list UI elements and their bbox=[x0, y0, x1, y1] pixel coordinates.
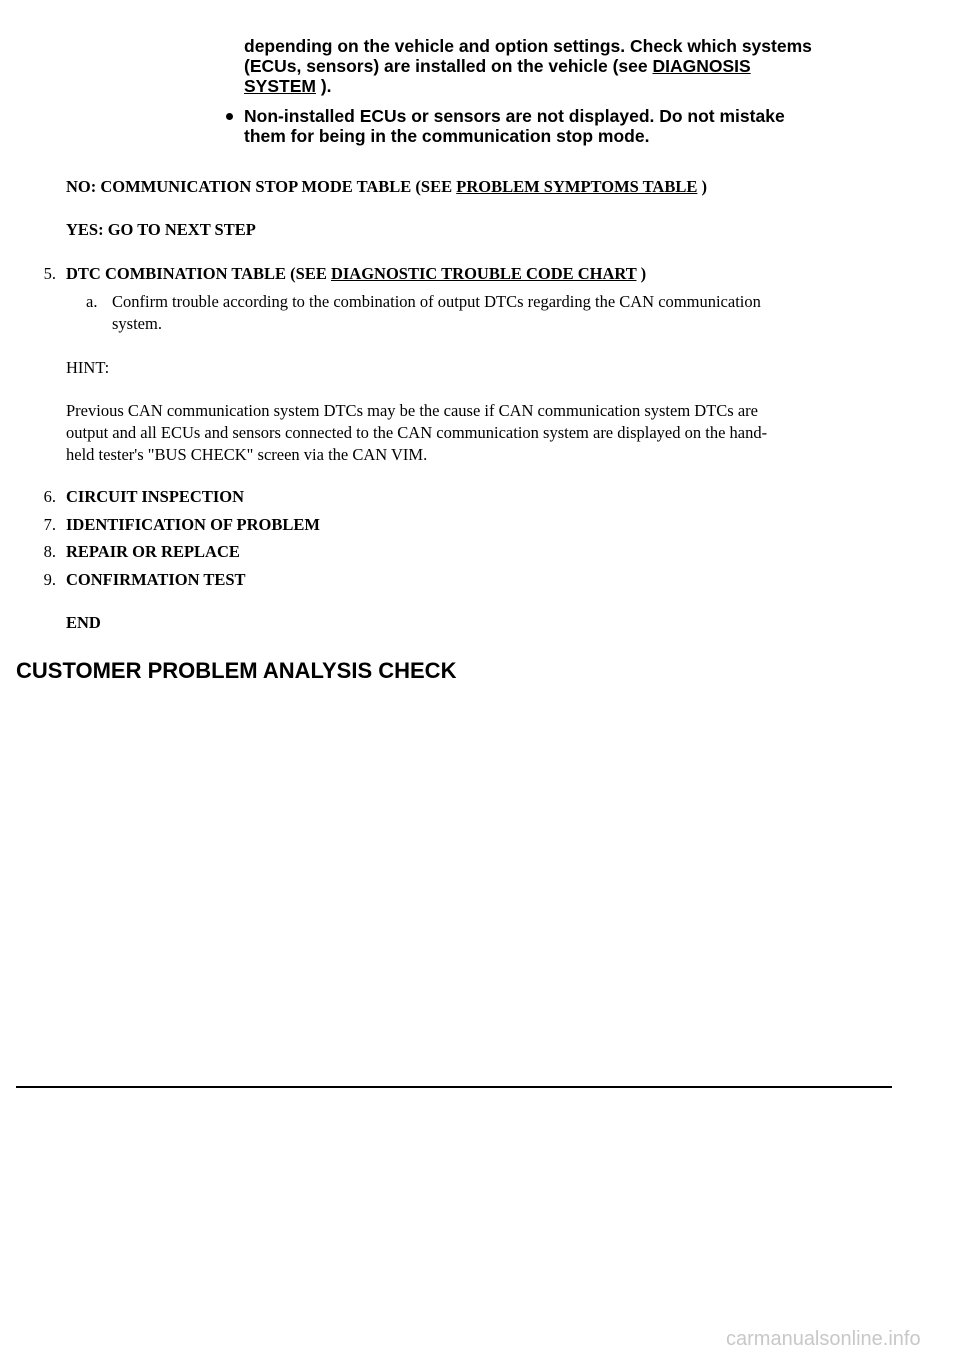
bullet-icon bbox=[226, 113, 233, 120]
bullet-line-1: Non-installed ECUs or sensors are not displayed. Do not mistake bbox=[244, 106, 785, 126]
step-9-number: 9. bbox=[43, 570, 56, 589]
step-5-prefix: DTC COMBINATION TABLE (SEE bbox=[66, 264, 331, 283]
diagnosis-system-link-continued[interactable]: SYSTEM bbox=[244, 76, 316, 96]
no-result-suffix: ) bbox=[697, 177, 707, 196]
step-5-suffix: ) bbox=[636, 264, 647, 283]
bullet-line-2: them for being in the communication stop mode. bbox=[244, 126, 650, 146]
hint-text-line-2: output and all ECUs and sensors connected to the CAN communication system are displayed on the hand- bbox=[66, 423, 768, 442]
step-7-number: 7. bbox=[43, 515, 56, 534]
step-8-number: 8. bbox=[43, 542, 56, 561]
no-result-prefix: NO: COMMUNICATION STOP MODE TABLE (SEE bbox=[66, 177, 457, 196]
step-6-title: CIRCUIT INSPECTION bbox=[66, 487, 245, 506]
substep-a-marker: a. bbox=[86, 292, 98, 311]
hint-text-line-3: held tester's "BUS CHECK" screen via the CAN VIM. bbox=[66, 445, 428, 464]
diagnosis-system-link[interactable]: DIAGNOSIS bbox=[652, 56, 751, 76]
substep-a-line-2: system. bbox=[112, 314, 162, 333]
step-5-title bbox=[66, 264, 646, 284]
no-result-line bbox=[66, 177, 707, 197]
note-line-2 bbox=[244, 56, 751, 76]
note-line-1: depending on the vehicle and option settings. Check which systems bbox=[244, 36, 812, 56]
step-7-title: IDENTIFICATION OF PROBLEM bbox=[66, 515, 320, 534]
substep-a-line-1: Confirm trouble according to the combination of output DTCs regarding the CAN communication bbox=[112, 292, 761, 311]
hint-label: HINT: bbox=[66, 358, 110, 377]
step-9-title: CONFIRMATION TEST bbox=[66, 570, 246, 589]
step-5-number: 5. bbox=[43, 264, 56, 283]
step-6-number: 6. bbox=[43, 487, 56, 506]
diagnostic-trouble-code-chart-link[interactable]: DIAGNOSTIC TROUBLE CODE CHART bbox=[330, 264, 637, 283]
yes-result-line: YES: GO TO NEXT STEP bbox=[66, 220, 256, 239]
note-line-3 bbox=[244, 76, 332, 96]
horizontal-divider bbox=[16, 1086, 892, 1088]
step-8-title: REPAIR OR REPLACE bbox=[66, 542, 240, 561]
end-label: END bbox=[66, 613, 101, 632]
problem-symptoms-table-link[interactable]: PROBLEM SYMPTOMS TABLE bbox=[456, 177, 698, 196]
watermark: carmanualsonline.info bbox=[726, 1328, 921, 1350]
note-line-3-tail: ). bbox=[315, 76, 332, 96]
section-title: CUSTOMER PROBLEM ANALYSIS CHECK bbox=[16, 658, 457, 683]
hint-text-line-1: Previous CAN communication system DTCs may be the cause if CAN communication system DTCs are bbox=[66, 401, 758, 420]
note-line-2-text: (ECUs, sensors) are installed on the vehicle (see bbox=[244, 56, 653, 76]
